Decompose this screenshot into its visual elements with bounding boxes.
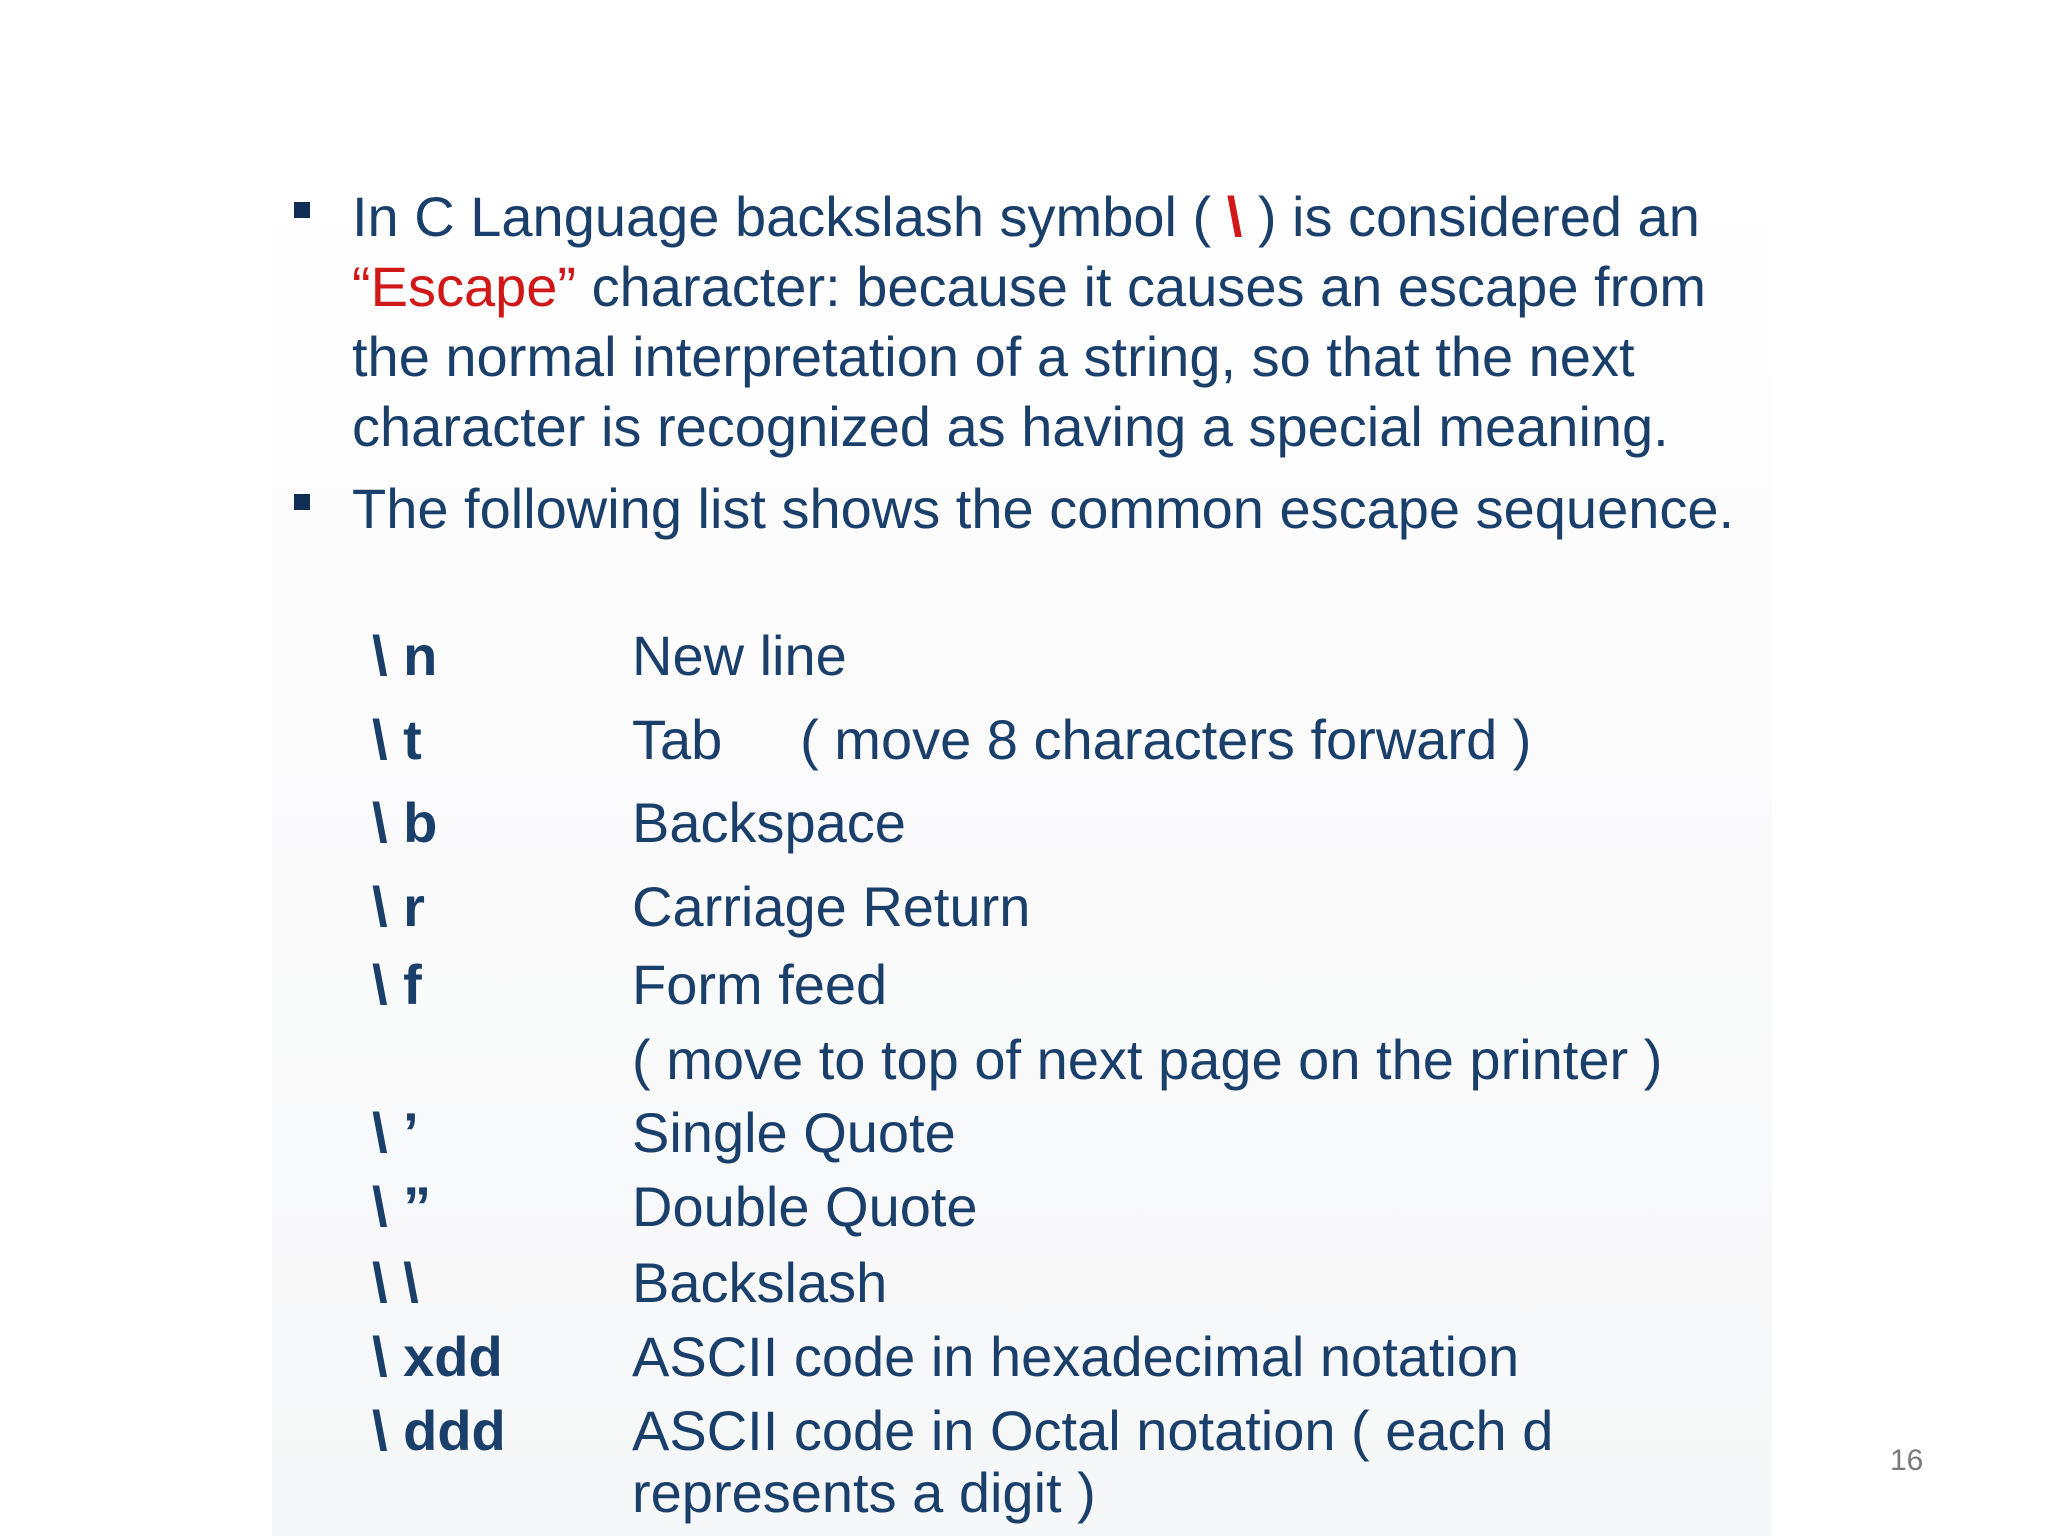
- escape-description: Backspace: [632, 791, 906, 854]
- escape-description: Single Quote: [632, 1101, 956, 1164]
- escape-description: New line: [632, 624, 847, 687]
- escape-code: \ b: [372, 791, 438, 854]
- escape-description: Tab ( move 8 characters forward ): [632, 708, 1532, 771]
- square-bullet-icon: [294, 202, 310, 218]
- bullet-list-intro: [280, 474, 1780, 544]
- escape-code: \ ’: [372, 1101, 419, 1164]
- bullet-text-part: In C Language backslash symbol (: [352, 185, 1227, 248]
- bullet-text: The following list shows the common escape sequence.: [352, 477, 1735, 540]
- escape-code: \ ”: [372, 1175, 432, 1238]
- escape-description: Double Quote: [632, 1175, 978, 1238]
- escape-description: represents a digit ): [632, 1461, 1096, 1524]
- bullet-escape-character: [280, 182, 1780, 462]
- escape-description: ( move to top of next page on the printer ): [632, 1028, 1663, 1091]
- escape-description: ASCII code in hexadecimal notation: [632, 1325, 1520, 1388]
- page-number: 16: [1890, 1444, 1924, 1477]
- escape-term: “Escape”: [352, 255, 577, 318]
- square-bullet-icon: [294, 494, 310, 510]
- escape-code: \ t: [372, 708, 422, 771]
- bullet-text-part: character: because it causes an escape from the normal interpretation of a string, so that the next character is recognized as having a special meaning.: [352, 255, 1707, 458]
- escape-code: \ r: [372, 875, 425, 938]
- escape-code: \ xdd: [372, 1325, 503, 1388]
- escape-code: \ n: [372, 624, 438, 687]
- escape-description: Backslash: [632, 1251, 888, 1314]
- escape-code: \ ddd: [372, 1399, 506, 1462]
- escape-description: Form feed: [632, 953, 888, 1016]
- escape-code: \ \: [372, 1251, 419, 1314]
- bullet-text-part: ) is considered an: [1242, 185, 1700, 248]
- escape-description: ASCII code in Octal notation ( each d: [632, 1399, 1554, 1462]
- escape-code: \ f: [372, 953, 422, 1016]
- backslash-symbol: \: [1226, 185, 1243, 248]
- escape-description: Carriage Return: [632, 875, 1031, 938]
- bullet-list: [280, 182, 1780, 556]
